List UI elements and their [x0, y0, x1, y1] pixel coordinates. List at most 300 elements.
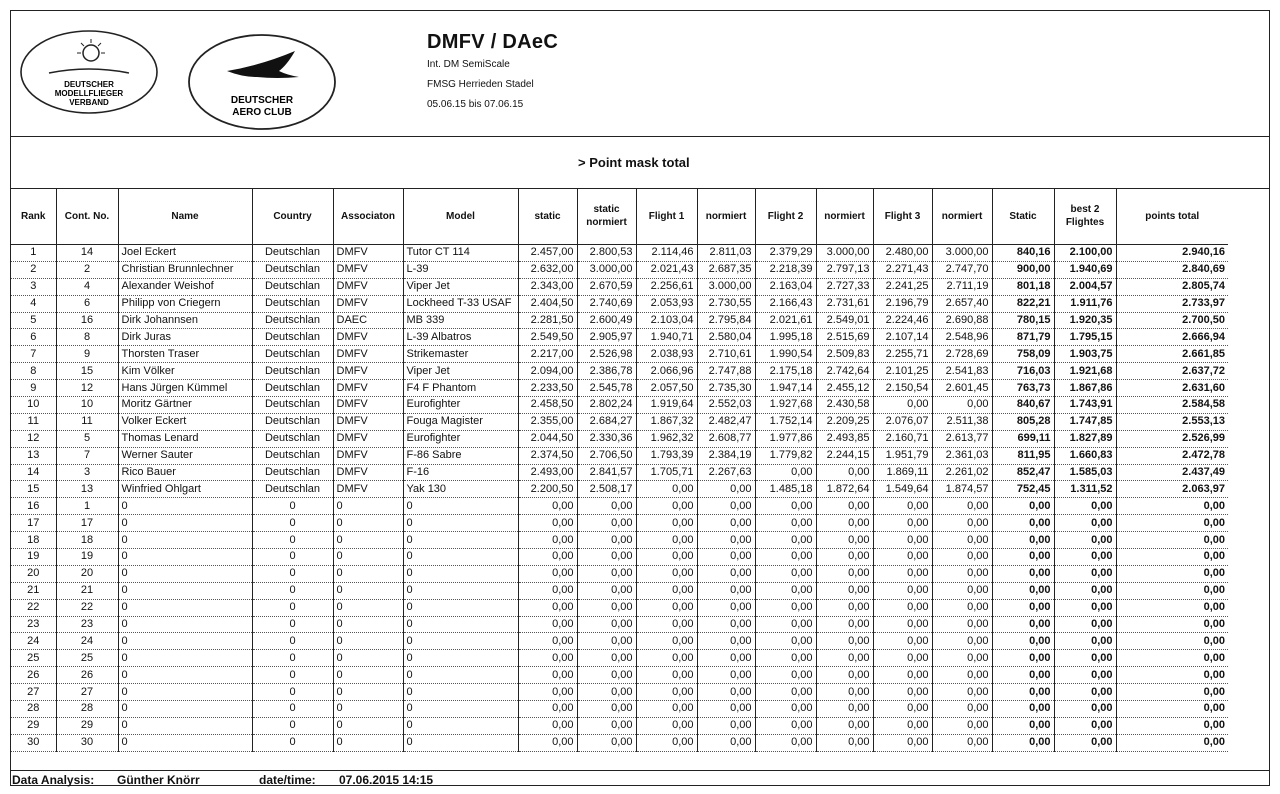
cell-rank: 14 — [11, 464, 56, 481]
cell-flight1: 2.021,43 — [636, 261, 697, 278]
cell-static-total: 900,00 — [992, 261, 1054, 278]
cell-country: Deutschlan — [252, 278, 333, 295]
event-dates: 05.06.15 bis 07.06.15 — [427, 99, 524, 110]
cell-flight2: 2.379,29 — [755, 245, 816, 262]
cell-rank: 26 — [11, 667, 56, 684]
cell-static-total: 871,79 — [992, 329, 1054, 346]
section-title: > Point mask total — [578, 155, 690, 170]
cell-rank: 30 — [11, 734, 56, 751]
cell-association: 0 — [333, 701, 403, 718]
cell-model: 0 — [403, 650, 518, 667]
cell-best2-flights: 0,00 — [1054, 515, 1116, 532]
cell-flight2: 2.021,61 — [755, 312, 816, 329]
datetime-value: 07.06.2015 14:15 — [339, 773, 434, 787]
cell-association: 0 — [333, 684, 403, 701]
cell-cont-no: 27 — [56, 684, 118, 701]
cell-static: 0,00 — [518, 515, 577, 532]
cell-name: Christian Brunnlechner — [118, 261, 252, 278]
col-header-flight3: Flight 3 — [873, 188, 932, 245]
datetime-label: date/time: — [259, 773, 316, 787]
col-header-static: static — [518, 188, 577, 245]
cell-static-normiert: 0,00 — [577, 515, 636, 532]
cell-cont-no: 10 — [56, 397, 118, 414]
cell-flight2: 0,00 — [755, 701, 816, 718]
cell-country: 0 — [252, 549, 333, 566]
competition-name: Int. DM SemiScale — [427, 59, 510, 70]
cell-best2-flights: 0,00 — [1054, 599, 1116, 616]
cell-static: 2.094,00 — [518, 363, 577, 380]
cell-name: 0 — [118, 515, 252, 532]
cell-flight2: 0,00 — [755, 515, 816, 532]
cell-flight3: 2.241,25 — [873, 278, 932, 295]
cell-flight1-normiert: 3.000,00 — [697, 278, 755, 295]
cell-points-total: 2.472,78 — [1116, 447, 1228, 464]
cell-flight3-normiert: 0,00 — [932, 684, 992, 701]
table-row — [11, 397, 1228, 414]
cell-static-normiert: 2.330,36 — [577, 430, 636, 447]
cell-flight1-normiert: 0,00 — [697, 684, 755, 701]
cell-flight1-normiert: 0,00 — [697, 616, 755, 633]
cell-flight1-normiert: 2.267,63 — [697, 464, 755, 481]
cell-name: 0 — [118, 616, 252, 633]
cell-flight2: 0,00 — [755, 650, 816, 667]
cell-flight3-normiert: 0,00 — [932, 616, 992, 633]
cell-name: Dirk Johannsen — [118, 312, 252, 329]
cell-static-total: 840,67 — [992, 397, 1054, 414]
cell-best2-flights: 1.743,91 — [1054, 397, 1116, 414]
cell-association: DMFV — [333, 295, 403, 312]
cell-static-normiert: 0,00 — [577, 684, 636, 701]
cell-rank: 29 — [11, 717, 56, 734]
cell-rank: 6 — [11, 329, 56, 346]
table-row — [11, 278, 1228, 295]
cell-country: 0 — [252, 616, 333, 633]
cell-flight3: 0,00 — [873, 667, 932, 684]
cell-flight3-normiert: 2.690,88 — [932, 312, 992, 329]
cell-flight2: 0,00 — [755, 616, 816, 633]
cell-rank: 2 — [11, 261, 56, 278]
table-row — [11, 582, 1228, 599]
cell-flight2: 0,00 — [755, 549, 816, 566]
cell-static-total: 0,00 — [992, 532, 1054, 549]
cell-rank: 5 — [11, 312, 56, 329]
cell-flight1-normiert: 2.811,03 — [697, 245, 755, 262]
cell-flight2: 0,00 — [755, 498, 816, 515]
cell-cont-no: 23 — [56, 616, 118, 633]
cell-association: 0 — [333, 498, 403, 515]
cell-cont-no: 29 — [56, 717, 118, 734]
table-row — [11, 633, 1228, 650]
table-row — [11, 295, 1228, 312]
cell-cont-no: 18 — [56, 532, 118, 549]
cell-static: 0,00 — [518, 549, 577, 566]
cell-flight2-normiert: 2.549,01 — [816, 312, 873, 329]
cell-static: 2.549,50 — [518, 329, 577, 346]
cell-model: Eurofighter — [403, 397, 518, 414]
cell-cont-no: 12 — [56, 380, 118, 397]
cell-points-total: 2.700,50 — [1116, 312, 1228, 329]
cell-flight2: 0,00 — [755, 734, 816, 751]
cell-country: Deutschlan — [252, 363, 333, 380]
cell-flight1-normiert: 0,00 — [697, 549, 755, 566]
cell-flight2-normiert: 2.430,58 — [816, 397, 873, 414]
cell-rank: 24 — [11, 633, 56, 650]
cell-flight3: 2.480,00 — [873, 245, 932, 262]
cell-name: 0 — [118, 717, 252, 734]
cell-model: Viper Jet — [403, 278, 518, 295]
cell-flight3-normiert: 0,00 — [932, 667, 992, 684]
cell-static-normiert: 0,00 — [577, 701, 636, 718]
cell-association: 0 — [333, 582, 403, 599]
cell-cont-no: 25 — [56, 650, 118, 667]
cell-association: DMFV — [333, 481, 403, 498]
cell-country: Deutschlan — [252, 312, 333, 329]
cell-name: 0 — [118, 667, 252, 684]
table-body — [11, 245, 1228, 752]
cell-best2-flights: 1.911,76 — [1054, 295, 1116, 312]
cell-flight2: 2.163,04 — [755, 278, 816, 295]
cell-flight3: 0,00 — [873, 599, 932, 616]
cell-static: 0,00 — [518, 616, 577, 633]
cell-cont-no: 9 — [56, 346, 118, 363]
cell-flight2-normiert: 0,00 — [816, 599, 873, 616]
cell-name: Thorsten Traser — [118, 346, 252, 363]
cell-flight2: 1.977,86 — [755, 430, 816, 447]
col-header-name: Name — [118, 188, 252, 245]
cell-model: Lockheed T-33 USAF — [403, 295, 518, 312]
cell-country: 0 — [252, 565, 333, 582]
table-row — [11, 430, 1228, 447]
document-header — [11, 11, 1269, 137]
cell-flight2: 0,00 — [755, 464, 816, 481]
table-row — [11, 684, 1228, 701]
cell-points-total: 2.063,97 — [1116, 481, 1228, 498]
cell-association: DAEC — [333, 312, 403, 329]
cell-flight3: 2.150,54 — [873, 380, 932, 397]
cell-model: 0 — [403, 582, 518, 599]
cell-flight3-normiert: 0,00 — [932, 701, 992, 718]
cell-country: Deutschlan — [252, 464, 333, 481]
cell-name: Dirk Juras — [118, 329, 252, 346]
cell-rank: 28 — [11, 701, 56, 718]
cell-flight1: 0,00 — [636, 565, 697, 582]
cell-static-total: 822,21 — [992, 295, 1054, 312]
section-band — [11, 136, 1269, 189]
cell-model: 0 — [403, 701, 518, 718]
cell-model: 0 — [403, 616, 518, 633]
cell-flight2: 0,00 — [755, 717, 816, 734]
cell-points-total: 2.940,16 — [1116, 245, 1228, 262]
cell-static: 2.044,50 — [518, 430, 577, 447]
cell-flight3: 0,00 — [873, 498, 932, 515]
cell-flight1-normiert: 0,00 — [697, 532, 755, 549]
cell-flight1: 1.919,64 — [636, 397, 697, 414]
col-header-flight3-normiert: normiert — [932, 188, 992, 245]
cell-static-total: 0,00 — [992, 565, 1054, 582]
cell-flight2-normiert: 0,00 — [816, 498, 873, 515]
cell-flight3-normiert: 0,00 — [932, 582, 992, 599]
cell-flight1-normiert: 0,00 — [697, 481, 755, 498]
cell-flight1: 0,00 — [636, 515, 697, 532]
cell-name: 0 — [118, 549, 252, 566]
cell-flight3: 1.549,64 — [873, 481, 932, 498]
eagle-icon — [227, 51, 299, 78]
cell-flight3: 0,00 — [873, 549, 932, 566]
cell-rank: 25 — [11, 650, 56, 667]
cell-rank: 19 — [11, 549, 56, 566]
logo1-line1: DEUTSCHER — [64, 80, 114, 89]
cell-country: 0 — [252, 633, 333, 650]
table-row — [11, 413, 1228, 430]
cell-best2-flights: 0,00 — [1054, 616, 1116, 633]
cell-best2-flights: 1.585,03 — [1054, 464, 1116, 481]
cell-model: 0 — [403, 717, 518, 734]
cell-static: 0,00 — [518, 650, 577, 667]
logo1-line2: MODELLFLIEGER — [54, 89, 124, 98]
table-row — [11, 717, 1228, 734]
cell-best2-flights: 1.795,15 — [1054, 329, 1116, 346]
cell-rank: 22 — [11, 599, 56, 616]
cell-country: Deutschlan — [252, 397, 333, 414]
cell-static: 2.493,00 — [518, 464, 577, 481]
cell-flight3: 0,00 — [873, 397, 932, 414]
cell-flight2: 2.166,43 — [755, 295, 816, 312]
cell-best2-flights: 0,00 — [1054, 549, 1116, 566]
col-header-country: Country — [252, 188, 333, 245]
cell-flight1-normiert: 2.687,35 — [697, 261, 755, 278]
cell-static: 2.233,50 — [518, 380, 577, 397]
cell-cont-no: 16 — [56, 312, 118, 329]
cell-static-total: 780,15 — [992, 312, 1054, 329]
cell-flight2: 1.752,14 — [755, 413, 816, 430]
table-row — [11, 565, 1228, 582]
cell-association: 0 — [333, 549, 403, 566]
table-row — [11, 734, 1228, 751]
cell-flight1-normiert: 0,00 — [697, 667, 755, 684]
cell-static-normiert: 0,00 — [577, 650, 636, 667]
cell-association: 0 — [333, 565, 403, 582]
cell-model: F4 F Phantom — [403, 380, 518, 397]
cell-best2-flights: 1.827,89 — [1054, 430, 1116, 447]
cell-flight1-normiert: 0,00 — [697, 701, 755, 718]
cell-static: 2.355,00 — [518, 413, 577, 430]
cell-points-total: 0,00 — [1116, 582, 1228, 599]
cell-static-normiert: 2.545,78 — [577, 380, 636, 397]
cell-country: 0 — [252, 734, 333, 751]
cell-static: 2.404,50 — [518, 295, 577, 312]
cell-cont-no: 5 — [56, 430, 118, 447]
cell-cont-no: 14 — [56, 245, 118, 262]
cell-static-total: 811,95 — [992, 447, 1054, 464]
dmfv-logo — [19, 29, 159, 115]
cell-model: 0 — [403, 565, 518, 582]
cell-name: 0 — [118, 701, 252, 718]
cell-model: 0 — [403, 515, 518, 532]
cell-static: 2.281,50 — [518, 312, 577, 329]
cell-static-total: 0,00 — [992, 650, 1054, 667]
cell-country: Deutschlan — [252, 261, 333, 278]
cell-association: DMFV — [333, 447, 403, 464]
cell-cont-no: 11 — [56, 413, 118, 430]
cell-points-total: 2.437,49 — [1116, 464, 1228, 481]
cell-flight3: 2.160,71 — [873, 430, 932, 447]
cell-flight3-normiert: 0,00 — [932, 498, 992, 515]
cell-flight2-normiert: 0,00 — [816, 701, 873, 718]
cell-association: DMFV — [333, 430, 403, 447]
cell-flight3-normiert: 0,00 — [932, 599, 992, 616]
cell-best2-flights: 1.903,75 — [1054, 346, 1116, 363]
cell-points-total: 2.584,58 — [1116, 397, 1228, 414]
cell-static-total: 0,00 — [992, 549, 1054, 566]
cell-name: Hans Jürgen Kümmel — [118, 380, 252, 397]
cell-country: Deutschlan — [252, 245, 333, 262]
results-sheet — [10, 10, 1270, 786]
cell-association: 0 — [333, 616, 403, 633]
cell-model: L-39 Albatros — [403, 329, 518, 346]
cell-static-total: 0,00 — [992, 616, 1054, 633]
cell-flight2-normiert: 0,00 — [816, 464, 873, 481]
cell-static-total: 716,03 — [992, 363, 1054, 380]
cell-country: Deutschlan — [252, 380, 333, 397]
cell-flight3: 0,00 — [873, 684, 932, 701]
cell-cont-no: 20 — [56, 565, 118, 582]
cell-flight1: 0,00 — [636, 582, 697, 599]
cell-flight3-normiert: 2.361,03 — [932, 447, 992, 464]
cell-static: 0,00 — [518, 599, 577, 616]
cell-static: 2.632,00 — [518, 261, 577, 278]
cell-static-normiert: 2.841,57 — [577, 464, 636, 481]
cell-flight3: 0,00 — [873, 582, 932, 599]
cell-flight2: 2.218,39 — [755, 261, 816, 278]
cell-points-total: 0,00 — [1116, 599, 1228, 616]
cell-static-total: 805,28 — [992, 413, 1054, 430]
table-row — [11, 312, 1228, 329]
cell-flight1-normiert: 0,00 — [697, 582, 755, 599]
cell-static-normiert: 0,00 — [577, 549, 636, 566]
cell-flight2-normiert: 2.742,64 — [816, 363, 873, 380]
cell-name: 0 — [118, 498, 252, 515]
cell-association: DMFV — [333, 278, 403, 295]
cell-name: Philipp von Criegern — [118, 295, 252, 312]
cell-rank: 11 — [11, 413, 56, 430]
cell-flight3-normiert: 0,00 — [932, 515, 992, 532]
cell-static-total: 763,73 — [992, 380, 1054, 397]
cell-flight2: 1.927,68 — [755, 397, 816, 414]
cell-model: Viper Jet — [403, 363, 518, 380]
cell-cont-no: 17 — [56, 515, 118, 532]
cell-static: 2.217,00 — [518, 346, 577, 363]
cell-model: Tutor CT 114 — [403, 245, 518, 262]
cell-rank: 20 — [11, 565, 56, 582]
cell-static-normiert: 2.684,27 — [577, 413, 636, 430]
cell-points-total: 0,00 — [1116, 565, 1228, 582]
cell-flight2-normiert: 0,00 — [816, 633, 873, 650]
cell-flight1: 0,00 — [636, 667, 697, 684]
cell-static-normiert: 0,00 — [577, 498, 636, 515]
cell-flight2-normiert: 2.455,12 — [816, 380, 873, 397]
cell-flight1: 2.053,93 — [636, 295, 697, 312]
cell-static-total: 752,45 — [992, 481, 1054, 498]
table-row — [11, 363, 1228, 380]
cell-flight1-normiert: 2.608,77 — [697, 430, 755, 447]
cell-static-normiert: 2.600,49 — [577, 312, 636, 329]
cell-static-total: 0,00 — [992, 498, 1054, 515]
cell-flight2-normiert: 0,00 — [816, 515, 873, 532]
cell-association: DMFV — [333, 464, 403, 481]
cell-points-total: 2.631,60 — [1116, 380, 1228, 397]
cell-model: MB 339 — [403, 312, 518, 329]
cell-name: Alexander Weishof — [118, 278, 252, 295]
cell-name: 0 — [118, 582, 252, 599]
cell-flight3-normiert: 0,00 — [932, 717, 992, 734]
cell-model: F-86 Sabre — [403, 447, 518, 464]
col-header-rank: Rank — [11, 188, 56, 245]
cell-flight3: 0,00 — [873, 616, 932, 633]
cell-static-normiert: 2.670,59 — [577, 278, 636, 295]
cell-flight2-normiert: 1.872,64 — [816, 481, 873, 498]
logo1-line3: VERBAND — [69, 98, 109, 107]
cell-flight1: 0,00 — [636, 734, 697, 751]
cell-cont-no: 15 — [56, 363, 118, 380]
cell-flight1-normiert: 0,00 — [697, 498, 755, 515]
cell-country: 0 — [252, 650, 333, 667]
cell-flight1: 1.793,39 — [636, 447, 697, 464]
cell-static-normiert: 0,00 — [577, 734, 636, 751]
cell-flight2-normiert: 0,00 — [816, 684, 873, 701]
cell-rank: 4 — [11, 295, 56, 312]
cell-model: 0 — [403, 599, 518, 616]
cell-flight2: 1.995,18 — [755, 329, 816, 346]
table-row — [11, 261, 1228, 278]
cell-flight1-normiert: 2.552,03 — [697, 397, 755, 414]
cell-flight3-normiert: 2.261,02 — [932, 464, 992, 481]
cell-cont-no: 13 — [56, 481, 118, 498]
cell-flight3: 0,00 — [873, 565, 932, 582]
cell-cont-no: 1 — [56, 498, 118, 515]
cell-country: 0 — [252, 717, 333, 734]
cell-flight1: 2.038,93 — [636, 346, 697, 363]
cell-flight2-normiert: 2.209,25 — [816, 413, 873, 430]
col-header-flight2: Flight 2 — [755, 188, 816, 245]
cell-association: DMFV — [333, 363, 403, 380]
cell-name: 0 — [118, 684, 252, 701]
cell-static: 0,00 — [518, 582, 577, 599]
cell-flight2-normiert: 0,00 — [816, 717, 873, 734]
cell-points-total: 0,00 — [1116, 498, 1228, 515]
cell-cont-no: 3 — [56, 464, 118, 481]
cell-static-total: 801,18 — [992, 278, 1054, 295]
cell-static-normiert: 0,00 — [577, 616, 636, 633]
cell-points-total: 0,00 — [1116, 684, 1228, 701]
cell-static-total: 0,00 — [992, 515, 1054, 532]
cell-model: L-39 — [403, 261, 518, 278]
cell-country: Deutschlan — [252, 481, 333, 498]
cell-static: 2.457,00 — [518, 245, 577, 262]
cell-static-normiert: 2.526,98 — [577, 346, 636, 363]
cell-static-total: 852,47 — [992, 464, 1054, 481]
cell-association: DMFV — [333, 329, 403, 346]
cell-static: 0,00 — [518, 717, 577, 734]
cell-association: 0 — [333, 667, 403, 684]
cell-best2-flights: 0,00 — [1054, 650, 1116, 667]
cell-flight1-normiert: 2.710,61 — [697, 346, 755, 363]
table-row — [11, 464, 1228, 481]
cell-points-total: 2.661,85 — [1116, 346, 1228, 363]
cell-flight3-normiert: 2.511,38 — [932, 413, 992, 430]
cell-country: 0 — [252, 498, 333, 515]
cell-flight3: 1.951,79 — [873, 447, 932, 464]
cell-association: 0 — [333, 633, 403, 650]
